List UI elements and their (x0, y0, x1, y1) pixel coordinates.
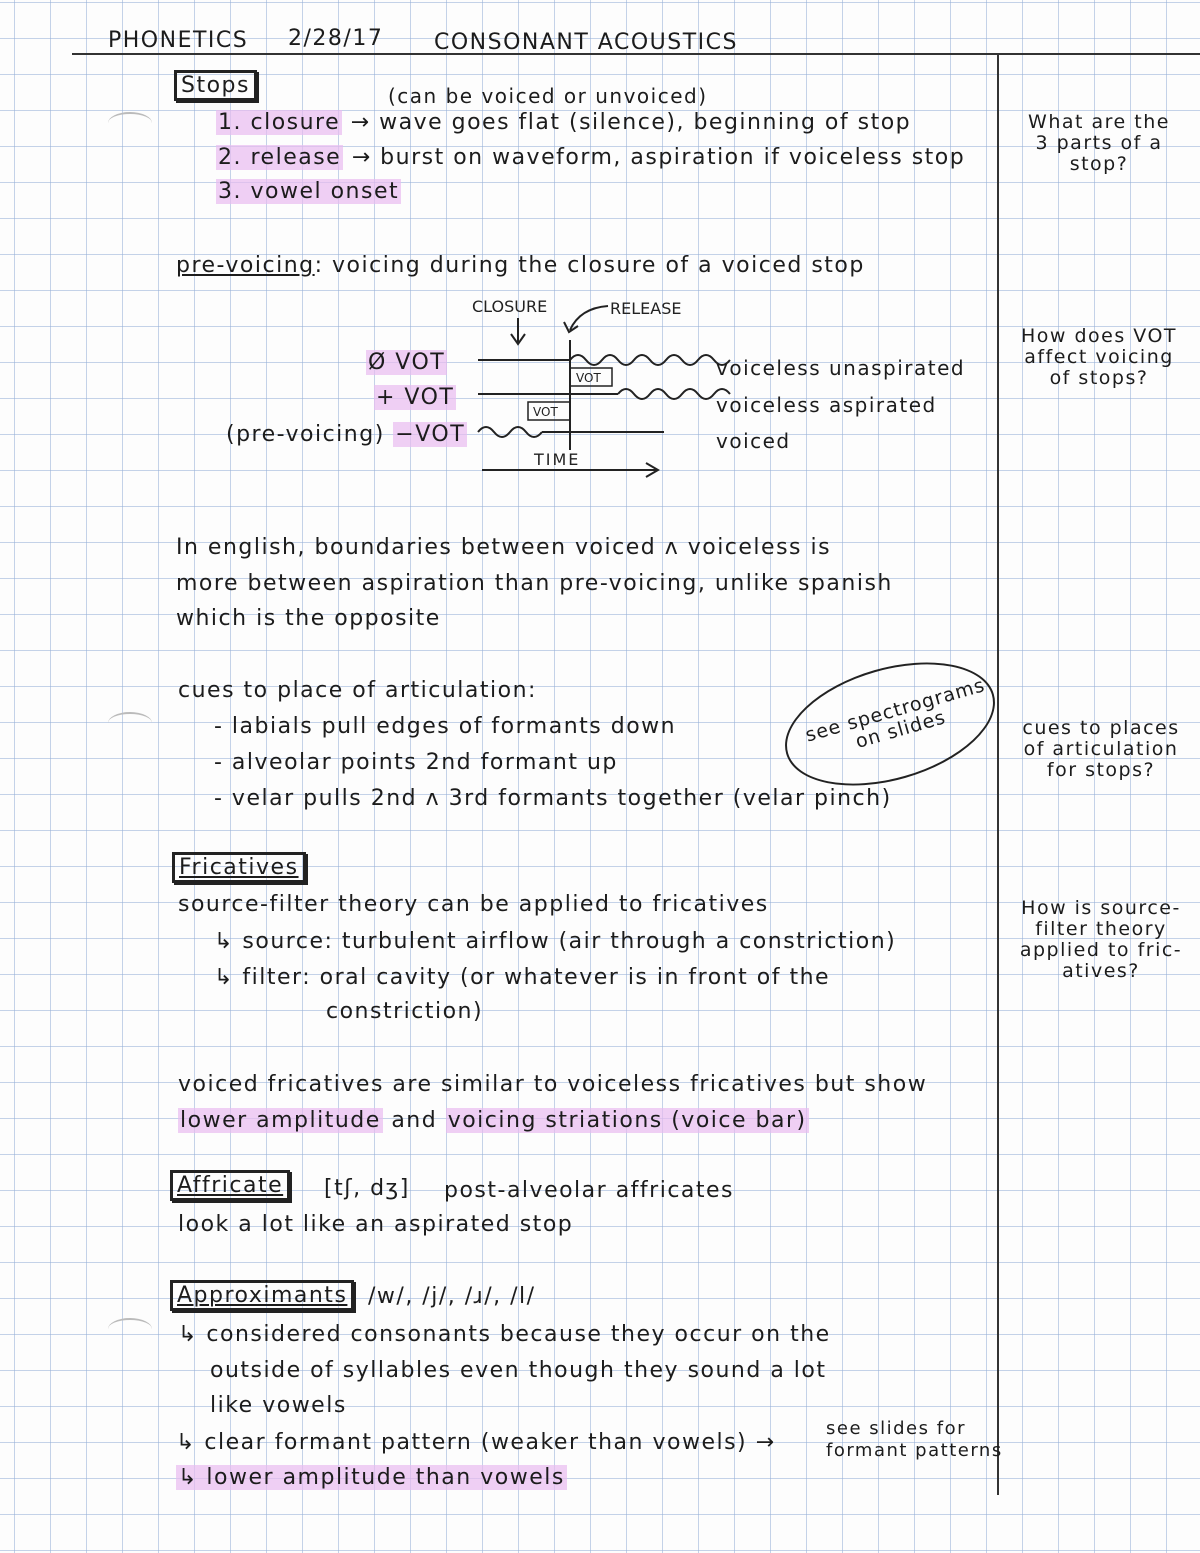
vot-row-3-type: voiced (716, 429, 791, 453)
margin-cue-question (1006, 112, 1192, 175)
vot-box-label: VOT (576, 371, 601, 385)
cue-line: How is source- (1021, 897, 1181, 919)
affricate-note: look a lot like an aspirated stop (178, 1212, 574, 1237)
stops-heading (174, 70, 257, 101)
arrow-icon: → (351, 145, 372, 170)
fricatives-intro: source-filter theory can be applied to fricatives (178, 892, 769, 917)
cue-line: of stops? (1049, 367, 1149, 389)
prevoicing-definition (176, 253, 865, 278)
place-cue-item: - velar pulls 2nd ʌ 3rd formants together (velar pinch) (214, 786, 892, 811)
voiced-fricatives-note: voiced fricatives are similar to voiceless fricatives but show (178, 1072, 928, 1097)
cue-line: 3 parts of a (1035, 132, 1163, 154)
cue-line: atives? (1062, 960, 1140, 982)
cue-line: for stops? (1046, 759, 1156, 781)
place-cues-heading: cues to place of articulation: (178, 678, 537, 703)
stop-part-desc: burst on waveform, aspiration if voiceless stop (380, 145, 966, 170)
formant-text: ↳ clear formant pattern (weaker than vowels) (176, 1430, 748, 1455)
closure-label: CLOSURE (472, 297, 548, 316)
cue-line: applied to fric- (1019, 939, 1183, 961)
punch-hole-mark (108, 1318, 152, 1340)
vot-box-label: VOT (533, 405, 558, 419)
plain-text: and (391, 1108, 438, 1133)
header-topic: CONSONANT ACOUSTICS (434, 30, 738, 55)
vot-row-2-label (374, 385, 456, 410)
stop-part-term: 3. vowel onset (218, 179, 400, 204)
formant-slides-note-2: formant patterns (826, 1440, 1003, 1461)
affricate-heading-text: Affricate (177, 1173, 284, 1198)
voicing-wave (478, 427, 542, 437)
time-label: TIME (534, 450, 581, 469)
vot-value: + VOT (376, 385, 455, 410)
cue-line: filter theory (1035, 918, 1167, 940)
header-date: 2/28/17 (288, 26, 384, 51)
cue-line: of articulation (1023, 738, 1179, 760)
cue-line: How does VOT (1020, 325, 1178, 347)
fricatives-source: ↳ source: turbulent airflow (air through a constriction) (214, 929, 897, 954)
place-cue-item: - alveolar points 2nd formant up (214, 750, 618, 775)
margin-cue-question (1006, 898, 1196, 982)
stop-part-2 (216, 145, 965, 170)
margin-cue-question (1006, 326, 1192, 389)
affricate-heading (170, 1170, 290, 1201)
stop-part-term: 1. closure (218, 110, 341, 135)
prevoicing-term: pre-voicing (176, 253, 315, 278)
cue-line: cues to places (1022, 717, 1180, 739)
spectrogram-note: see spectrograms on slides (802, 674, 988, 753)
formant-slides-note-1: see slides for (826, 1418, 966, 1439)
fricatives-heading (172, 852, 306, 883)
stops-voicing-note: (can be voiced or unvoiced) (388, 84, 708, 108)
affricate-desc: post-alveolar affricates (444, 1178, 735, 1203)
prevoicing-def: : voicing during the closure of a voiced stop (314, 253, 865, 278)
margin-rule (997, 55, 999, 1495)
voiced-fricatives-note-2 (178, 1108, 809, 1133)
affricate-symbols: [tʃ, dʒ] (324, 1176, 410, 1201)
release-label: RELEASE (610, 299, 682, 318)
approximants-formant (176, 1430, 776, 1455)
fricatives-filter: ↳ filter: oral cavity (or whatever is in front of the (214, 965, 831, 990)
approximants-point: ↳ considered consonants because they occur on the (178, 1322, 831, 1347)
vot-prefix: (pre-voicing) (226, 422, 385, 447)
voicing-wave (618, 389, 730, 399)
highlight-text: ↳ lower amplitude than vowels (178, 1465, 565, 1490)
vot-value: −VOT (395, 422, 466, 447)
arrow-icon: → (755, 1430, 776, 1455)
vot-row-3-label (226, 422, 467, 447)
highlight-text: voicing striations (voice bar) (447, 1108, 807, 1133)
punch-hole-mark (108, 112, 152, 134)
approximants-heading (170, 1280, 354, 1311)
punch-hole-mark (108, 712, 152, 734)
stop-part-3 (216, 179, 401, 204)
vot-row-2-type: voiceless aspirated (716, 393, 937, 417)
english-note-line: In english, boundaries between voiced ʌ voiceless is (176, 535, 832, 560)
approximants-point: like vowels (210, 1393, 347, 1418)
english-note-line: more between aspiration than pre-voicing, unlike spanish (176, 571, 893, 596)
fricatives-heading-text: Fricatives (179, 855, 299, 880)
fricatives-filter-cont: constriction) (326, 999, 484, 1024)
stops-heading-text: Stops (181, 73, 250, 98)
approximants-amplitude (176, 1465, 567, 1490)
vot-row-1-type: voiceless unaspirated (716, 356, 966, 380)
header-course: PHONETICS (108, 28, 249, 53)
voicing-wave (570, 355, 730, 365)
stop-part-1 (216, 110, 911, 135)
approximants-point: outside of syllables even though they sound a lot (210, 1358, 827, 1383)
cue-line: affect voicing (1024, 346, 1174, 368)
arrow-icon: → (350, 110, 371, 135)
approximants-heading-text: Approximants (177, 1283, 348, 1308)
highlight-text: lower amplitude (180, 1108, 381, 1133)
english-note-line: which is the opposite (176, 606, 441, 631)
vot-value: Ø VOT (368, 350, 446, 375)
vot-diagram (220, 290, 980, 490)
vot-row-1-label (366, 350, 447, 375)
stop-part-term: 2. release (218, 145, 342, 170)
margin-cue-question (1006, 718, 1196, 781)
approximants-symbols: /w/, /j/, /ɹ/, /l/ (368, 1284, 536, 1309)
cue-line: stop? (1069, 153, 1129, 175)
stop-part-desc: wave goes flat (silence), beginning of stop (379, 110, 912, 135)
place-cue-item: - labials pull edges of formants down (214, 714, 677, 739)
cue-line: What are the (1028, 111, 1170, 133)
